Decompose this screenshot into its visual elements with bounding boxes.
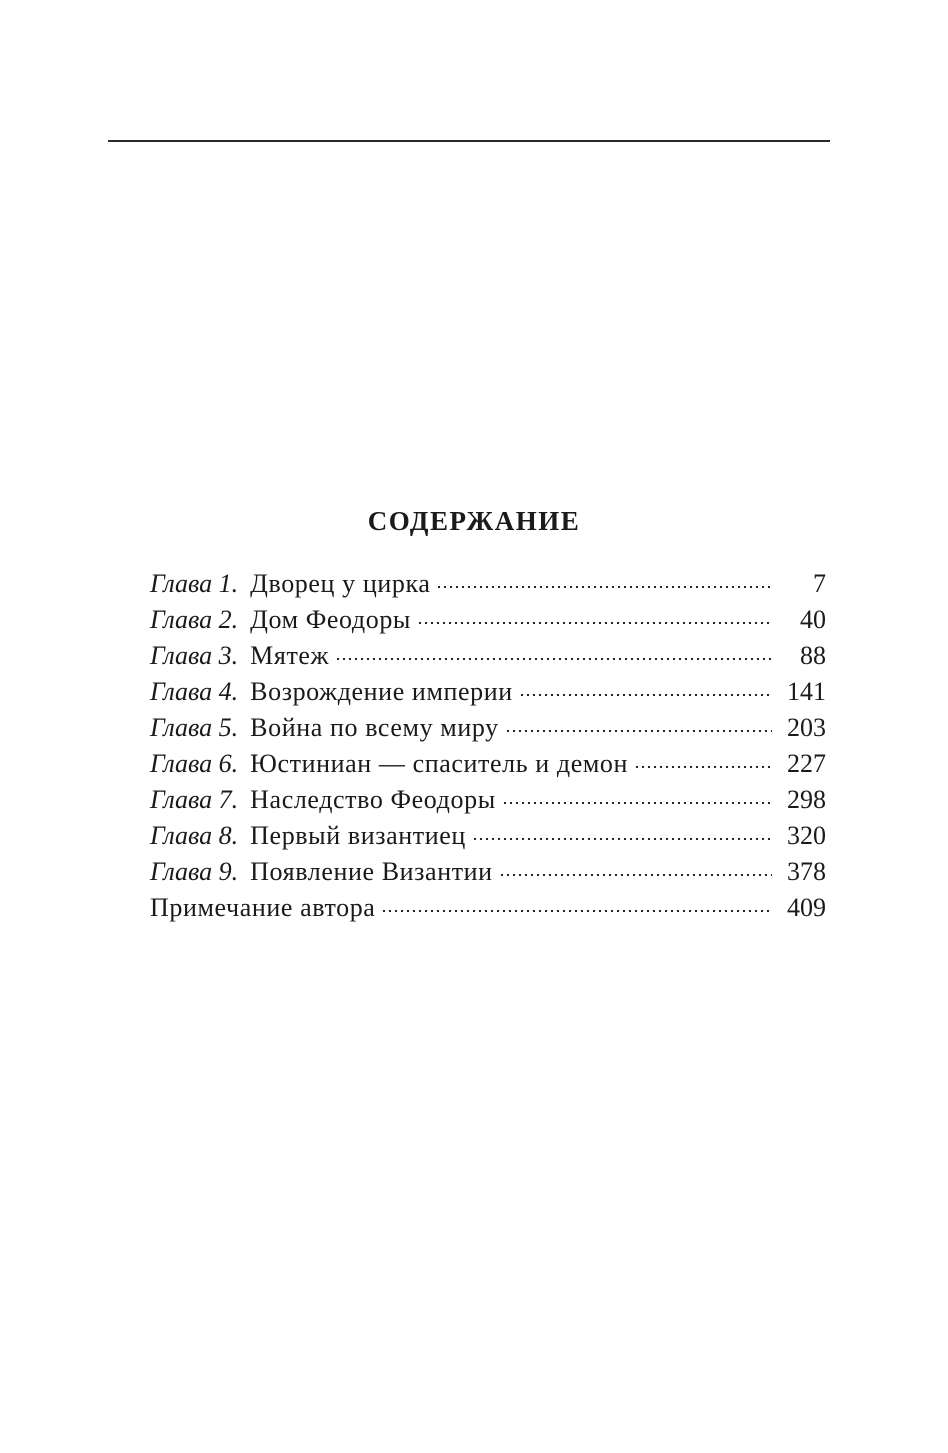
toc-entry-chapter-3[interactable] — [150, 638, 826, 674]
toc-entry-chapter-1[interactable] — [150, 566, 826, 602]
toc-page-number: 88 — [800, 641, 826, 670]
dot-leader — [505, 730, 772, 732]
toc-page-number: 409 — [787, 893, 826, 922]
toc-chapter-title: Возрождение империи — [250, 677, 513, 706]
toc-chapter-label: Глава 1. — [150, 569, 239, 598]
toc-chapter-label: Глава 8. — [150, 821, 239, 850]
toc-entry-chapter-9[interactable] — [150, 854, 826, 890]
toc-chapter-label: Глава 7. — [150, 785, 239, 814]
dot-leader — [417, 622, 772, 624]
dot-leader — [381, 910, 772, 912]
toc-chapter-title: Война по всему миру — [250, 713, 499, 742]
toc-entry-chapter-6[interactable] — [150, 746, 826, 782]
toc-chapter-label: Глава 2. — [150, 605, 239, 634]
toc-chapter-title: Дом Феодоры — [250, 605, 411, 634]
dot-leader — [436, 586, 772, 588]
toc-chapter-label: Глава 4. — [150, 677, 239, 706]
dot-leader — [519, 694, 772, 696]
toc-chapter-title: Примечание автора — [150, 893, 376, 922]
toc-entry-chapter-5[interactable] — [150, 710, 826, 746]
table-of-contents — [150, 566, 826, 926]
toc-chapter-title: Дворец у цирка — [250, 569, 431, 598]
dot-leader — [499, 874, 772, 876]
dot-leader — [335, 658, 772, 660]
toc-entry-chapter-2[interactable] — [150, 602, 826, 638]
dot-leader — [634, 766, 772, 768]
toc-page-number: 378 — [787, 857, 826, 886]
toc-chapter-title: Появление Византии — [250, 857, 493, 886]
toc-page-number: 320 — [787, 821, 826, 850]
toc-page-number: 203 — [787, 713, 826, 742]
dot-leader — [502, 802, 772, 804]
toc-entry-author-note[interactable] — [150, 890, 826, 926]
toc-chapter-label: Глава 5. — [150, 713, 239, 742]
toc-entry-chapter-7[interactable] — [150, 782, 826, 818]
toc-page-number: 227 — [787, 749, 826, 778]
toc-chapter-label: Глава 6. — [150, 749, 239, 778]
toc-page-number: 141 — [787, 677, 826, 706]
toc-page-number: 298 — [787, 785, 826, 814]
toc-chapter-title: Мятеж — [250, 641, 330, 670]
toc-chapter-title: Юстиниан — спаситель и демон — [250, 749, 629, 778]
toc-page-number: 7 — [813, 569, 826, 598]
toc-entry-chapter-8[interactable] — [150, 818, 826, 854]
toc-page-number: 40 — [800, 605, 826, 634]
toc-chapter-label: Глава 3. — [150, 641, 239, 670]
toc-chapter-label: Глава 9. — [150, 857, 239, 886]
toc-chapter-title: Наследство Феодоры — [250, 785, 496, 814]
toc-entry-chapter-4[interactable] — [150, 674, 826, 710]
page-title: СОДЕРЖАНИЕ — [367, 506, 581, 536]
top-rule — [108, 140, 830, 142]
toc-chapter-title: Первый византиец — [250, 821, 466, 850]
dot-leader — [472, 838, 772, 840]
